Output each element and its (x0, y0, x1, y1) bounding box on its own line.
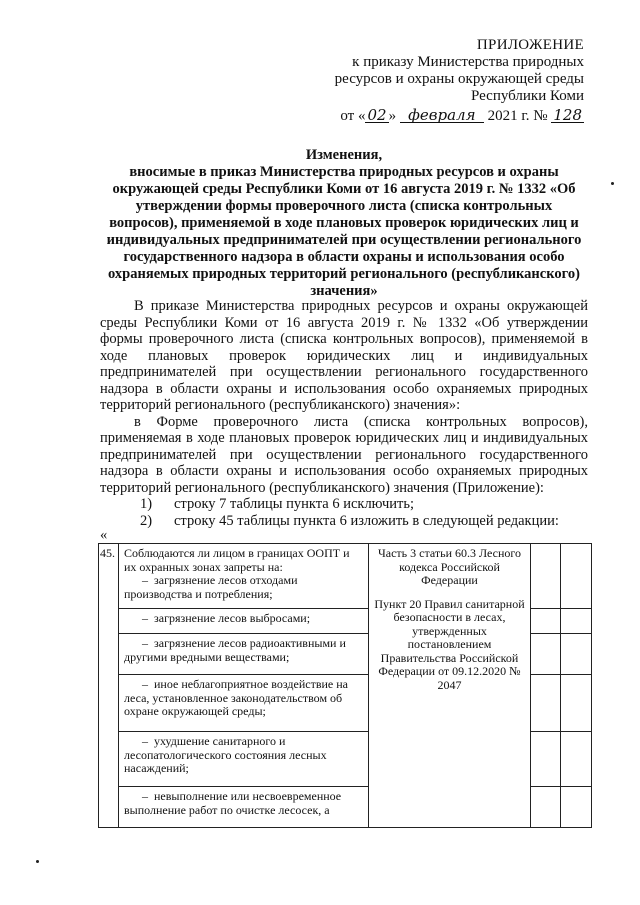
checklist-table (98, 543, 592, 828)
document-heading (100, 147, 588, 300)
dash-marker: – (142, 636, 148, 650)
appendix-line-1: к приказу Министерства природных (352, 54, 584, 70)
scan-speck (611, 182, 614, 185)
question-cell (119, 732, 369, 787)
question-sub (124, 574, 363, 601)
order-mid-quote: » (388, 108, 397, 124)
answer-yes-cell (531, 732, 561, 787)
heading-subtitle: вносимые в приказ Министерства природных ресурсов и охраны окружающей среды Республики Коми от 16 августа 2019 г. № 1332 «Об утверждении формы проверочного листа (списка контрольных вопросов), применяемой в ходе плановых проверок юридических лиц и индивидуальных предпринимателей при осуществлении регионального государственного надзора в области охраны и использования особо охраняемых природных территорий регионального (республиканского) значения» (106, 164, 582, 299)
answer-yes-cell (531, 634, 561, 675)
reference-1: Часть 3 статьи 60.3 Лесного кодекса Российской Федерации (377, 546, 522, 587)
table-row (99, 544, 592, 609)
row-number-cell: 45. (99, 544, 119, 828)
question-text: ухудшение санитарного и лесопатологического состояния лесных насаждений; (124, 734, 327, 775)
list-item-2-number: 2) (140, 512, 153, 529)
reference-2: Пункт 20 Правил санитарной безопасности в лесах, утвержденных постановлением Правительства Российской Федерации от 09.12.2020 № 2047 (374, 596, 525, 692)
order-year-label: 2021 г. № (487, 108, 548, 124)
dash-marker: – (142, 677, 148, 691)
question-text: невыполнение или несвоевременное выполнение работ по очистке лесосек, а (124, 789, 342, 817)
body-paragraph-1: В приказе Министерства природных ресурсов и охраны окружающей среды Республики Коми от 16 августа 2019 г. № 1332 «Об утверждении формы проверочного листа (списка контрольных вопросов), применяемой в ходе плановых проверок юридических лиц и индивидуальных предпринимателей при осуществлении регионального государственного надзора в области охраны и использования особо охраняемых природных территорий регионального (республиканского) значения»: (100, 298, 588, 413)
body-paragraph-2: в Форме проверочного листа (списка контрольных вопросов), применяемая в ходе плановых проверок юридических лиц и индивидуальных предпринимателей при осуществлении регионального государственного надзора в области охраны и использования особо охраняемых природных территорий регионального (республиканского) значения (Приложение): (100, 413, 588, 496)
list-item-2 (100, 513, 588, 530)
order-month: февраля (400, 108, 484, 123)
question-cell (119, 544, 369, 609)
answer-no-cell (561, 732, 592, 787)
scan-speck (36, 860, 39, 863)
answer-no-cell (561, 675, 592, 732)
list-item-1 (100, 496, 588, 513)
question-text: загрязнение лесов радиоактивными и другими вредными веществами; (124, 636, 346, 664)
question-cell (119, 787, 369, 828)
quote-open: « (100, 527, 108, 543)
answer-no-cell (561, 634, 592, 675)
appendix-title: ПРИЛОЖЕНИЕ (476, 37, 584, 53)
list-item-2-text: строку 45 таблицы пункта 6 изложить в следующей редакции: (174, 512, 559, 529)
answer-yes-cell (531, 544, 561, 609)
answer-yes-cell (531, 675, 561, 732)
appendix-header (284, 37, 584, 125)
list-item-1-number: 1) (140, 496, 153, 512)
heading-title: Изменения, (305, 147, 383, 163)
order-from-label: от « (340, 108, 366, 124)
dash-marker: – (142, 611, 148, 625)
order-date-line (284, 108, 584, 125)
document-body (100, 298, 588, 529)
question-text: загрязнение лесов отходами производства и потребления; (124, 573, 298, 601)
list-item-1-text: строку 7 таблицы пункта 6 исключить; (174, 496, 414, 512)
answer-no-cell (561, 787, 592, 828)
order-number: 128 (553, 106, 582, 124)
question-cell (119, 675, 369, 732)
answer-yes-cell (531, 609, 561, 634)
question-intro: Соблюдаются ли лицом в границах ООПТ и их охранных зонах запреты на: (124, 546, 350, 574)
answer-no-cell (561, 609, 592, 634)
answer-yes-cell (531, 787, 561, 828)
question-text: загрязнение лесов выбросами; (154, 611, 311, 625)
appendix-line-2: ресурсов и охраны окружающей среды (334, 71, 584, 87)
answer-no-cell (561, 544, 592, 609)
dash-marker: – (142, 573, 148, 587)
appendix-line-3: Республики Коми (471, 88, 584, 104)
question-text: иное неблагоприятное воздействие на леса, установленное законодательством об охране окружающей среды; (124, 677, 349, 718)
dash-marker: – (142, 789, 148, 803)
dash-marker: – (142, 734, 148, 748)
order-day: 02 (367, 106, 387, 124)
reference-cell (369, 544, 531, 828)
question-cell (119, 609, 369, 634)
question-cell (119, 634, 369, 675)
